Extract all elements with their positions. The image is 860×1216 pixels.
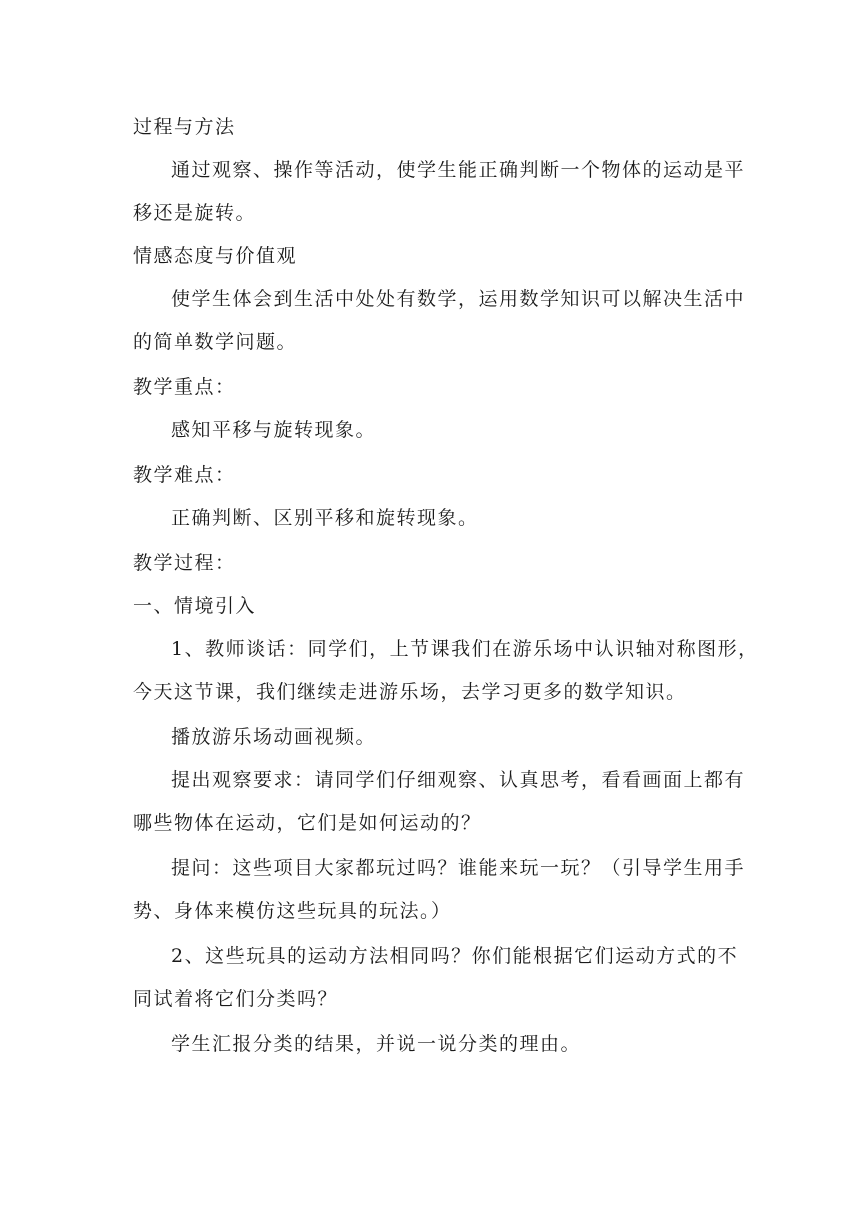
paragraph-line: 的简单数学问题。 bbox=[133, 331, 298, 353]
paragraph-line: 通过观察、操作等活动，使学生能正确判断一个物体的运动是平 bbox=[171, 159, 746, 181]
paragraph-line: 同试着将它们分类吗？ bbox=[133, 988, 339, 1010]
paragraph-line: 提问：这些项目大家都玩过吗？谁能来玩一玩？（引导学生用手 bbox=[171, 857, 746, 879]
paragraph-line: 1、教师谈话：同学们，上节课我们在游乐场中认识轴对称图形， bbox=[171, 638, 759, 660]
section-heading-situation-intro: 一、情境引入 bbox=[133, 595, 257, 617]
heading-teaching-process: 教学过程： bbox=[133, 552, 236, 574]
heading-process-and-method: 过程与方法 bbox=[133, 116, 236, 138]
paragraph-line: 使学生体会到生活中处处有数学，运用数学知识可以解决生活中 bbox=[171, 288, 746, 310]
paragraph-line: 学生汇报分类的结果，并说一说分类的理由。 bbox=[171, 1033, 582, 1055]
heading-teaching-difficulties: 教学难点： bbox=[133, 464, 236, 486]
paragraph-line: 播放游乐场动画视频。 bbox=[171, 726, 377, 748]
paragraph-line: 提出观察要求：请同学们仔细观察、认真思考，看看画面上都有 bbox=[171, 769, 746, 791]
heading-emotion-attitude-values: 情感态度与价值观 bbox=[133, 245, 298, 267]
paragraph-line: 势、身体来模仿这些玩具的玩法。） bbox=[133, 900, 452, 922]
paragraph-line: 2、这些玩具的运动方法相同吗？你们能根据它们运动方式的不 bbox=[171, 945, 739, 967]
paragraph-line: 感知平移与旋转现象。 bbox=[171, 419, 377, 441]
paragraph-line: 今天这节课，我们继续走进游乐场，去学习更多的数学知识。 bbox=[133, 681, 687, 703]
paragraph-line: 移还是旋转。 bbox=[133, 202, 257, 224]
paragraph-line: 哪些物体在运动，它们是如何运动的？ bbox=[133, 812, 482, 834]
heading-teaching-key-points: 教学重点： bbox=[133, 376, 236, 398]
paragraph-line: 正确判断、区别平移和旋转现象。 bbox=[171, 507, 479, 529]
